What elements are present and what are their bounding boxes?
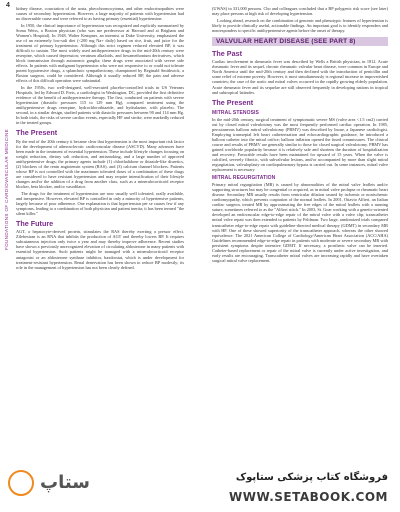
chapter-banner: VALVULAR HEART DISEASE (SEE PART 8) <box>212 37 388 46</box>
left-column <box>16 6 184 271</box>
book-logo-icon <box>8 470 34 496</box>
section-heading-past: The Past <box>212 48 242 58</box>
section-heading-present: The Present <box>212 97 254 107</box>
body-paragraph: Looking ahead, research on the combination of genomic and phenotypic features of hypertension is likely to provide clinically useful, actionable findings. An important goal is to identify responders and nonresponders to specific antihypertensive agents before the onset of therapy. <box>212 17 388 33</box>
subheading-mitral-stenosis: MITRAL STENOSIS <box>212 109 259 116</box>
section-heading-present: The Present <box>16 128 58 138</box>
body-paragraph: (UWAS) in 331,000 persons. Cho and colleagues concluded that a BP polygenic risk score (see later) may place persons at high risk of developing hypertension. <box>212 6 388 17</box>
watermark-site-url[interactable]: WWW.SETABOOK.COM <box>228 490 388 504</box>
body-paragraph: Cardiac involvement in rheumatic fever was described by Wells a British physician, in 1812. Acute rheumatic fever and its sequel, chronic rheumatic valvular heart disease, were common in Europe and North America until the mid-20th century and then declined with the introduction of penicillin and some relief of extreme poverty. However, it most simultaneously is regional increase in impoverished countries; the case of the aortic and mitral valves occurred in the rapidly growing elderly population. Acute rheumatic fever and its sequelae are still observed frequently in developing nations in tropical and subtropical latitudes. <box>212 59 388 95</box>
section-heading-future: The Future <box>16 218 54 228</box>
watermark-site-name: فروشگاه کتاب پزشکی ستاپوک <box>235 472 388 483</box>
body-paragraph: By the end of the 20th century it became clear that hypertension is the most important risk factor for the development of atherosclerotic cardiovascular disease (ASCVD). Many advances have been made in the treatment of essential hypertension. These include lifestyle changes focusing on weight reduction, dietary salt reduction, and antismoking, and a large number of approved antihypertensive drugs; the primary agents include (1) chlorthalidone or thiazide-like diuretics, (2) blockers of the renin angiotensin system (RAS), and (3) calcium channel blockers. Patients whose BP is not controlled with the maximum tolerated doses of a combination of these drugs are considered to have resistant hypertension and may require intensification of their lifestyle changes and/or the addition of a drug from another class, such as a mineralocorticoid receptor blocker, beta blocker, and/or vasodilator. <box>16 138 184 189</box>
body-paragraph: kidney disease, coarctation of the aorta, pheochromocytoma, and other endocrinopathies were causes of secondary hypertension. However, a large majority of patients with hypertension had no discernable cause and were referred to as having primary (essential) hypertension. <box>16 6 184 22</box>
body-paragraph: In 1950, the clinical importance of hypertension was recognized and explicitly summarized by Soma Weiss, a Boston physician (who was me predecessor at Harvard and at Brigham and Women's Hospital). In 1948, Walter Kempner, an internist at Duke University, emphasized the use of an extremely low-salt diet (<200 mg Na+ daily) based on rice, fruit, and juice for the treatment of primary hypertension. Although this strict regimen reduced elevated BP, it was difficult to sustain. The most widely used antihypertensive drugs in the mid-20th century were reserpine, which caused depression; veratrum alkaloids, and hexamethonium derivatives, which block transmission through autonomic ganglia; these drugs were associated with severe side effects. In patients with malignant hypertension who were not responsive to or could not tolerate potent hypotensive drugs, a splanchnic sympathectomy, championed by Reginald Smithwick, a Boston surgeon, could be considered. Although it usually reduced BP, the pain and adverse effects of this difficult operation were substantial. <box>16 22 184 84</box>
right-column <box>212 6 388 264</box>
body-paragraph: The drugs for the treatment of hypertension are now usually well tolerated, orally available, and inexpensive. However, elevated BP is controlled in only a minority of hypertensive patients, largely because of poor adherence. One explanation is that hypertension per se causes few if any symptoms, leading to a combination of both physician and patient inertia; it has been termed "the silent killer." <box>16 190 184 216</box>
body-paragraph: In the 1950s, two well-designed, well-executed placebo-controlled trials in US Veterans Hospitals, led by Edward D. Freis, a cardiologist in Washington, DC, provided the first definitive evidence of the benefit of antihypertensive therapy. The first, conducted on patients with severe hypertension (diastolic pressures 115 to 129 mm Hg), compared treatment using the antihypertensive drugs reserpine, hydrochlorothiazide, and hydralazine, with placebo. The second, in a similar design, studied patients with diastolic pressures between 90 and 114 mm Hg. In both trials, the risks of severe cardiac events, especially HF and stroke, were markedly reduced in the treated groups. <box>16 84 184 126</box>
page-number: 4 <box>6 2 10 9</box>
watermark-logo-text: ستاپ <box>40 472 90 493</box>
body-paragraph: AGT, a hepatocyte-derived protein, stimulates the RAS thereby exerting a pressor effect. Zilebesiran is an RNA that inhibits the production of AGT and thereby lowers BP. It requires subcutaneous injection only twice a year and may thereby improve adherence. Recent studies have shown a previously unrecognized elevation of circulating aldosterone in many patients with essential hypertension. Such patients might be managed with a mineralocorticoid receptor antagonist or an aldosterone synthase inhibitor, baxdrostat, which is under development for treatment-resistant hypertension. Renal denervation has been shown to reduce BP modestly; its role in the management of hypertension has not been clearly defined. <box>16 229 184 270</box>
subheading-mitral-regurgitation: MITRAL REGURGITATION <box>212 175 276 182</box>
running-side-label: FOUNDATIONS OF CARDIOVASCULAR MEDICINE <box>4 128 9 250</box>
body-paragraph: Primary mitral regurgitation (MR) is caused by abnormalities of the mitral valve leaflets and/or supporting structures but may be congenital or acquired, as in mitral valve prolapse or rheumatic heart disease. Secondary MR usually results from ventricular dilation caused by ischemic or nonischemic cardiomyopathy, which prevents coaptation of the normal leaflets. In 2001, Ottavio Alfieri, an Italian cardiac surgeon, treated MR by approximating the free edges of the mitral leaflets with a running suture, sometimes referred to as the "Alfieri stitch." In 2003, St. Goar working with a genetic-oriented developed an endovascular edge-to-edge repair of the mitral valve with a valve clip; transcatheter mitral valve repair was then extended to patients by Feldman. Two large, randomized trials compared transcatheter edge-to-edge repair with guideline-directed medical therapy (GDMT) in secondary MR with HF. One of these showed superiority of the transcatheter approach, whereas the other showed equivalence. The 2021 American College of Cardiology/American Heart Association (ACC/AHA) Guidelines recommended edge-to-edge repair in patients with moderate or severe secondary MR with persistent symptoms despite intensive GDMT. If necessary, a prosthetic valve can be inserted. Catheter-based replacement or repair of the mitral valve is currently under active investigation, and early results are encouraging. Transcatheter mitral valves are increasing rapidly and have overtaken surgical mitral valve replacement. <box>212 182 388 263</box>
body-paragraph: In the mid-20th century, surgical treatment of symptomatic severe MS (valve area <1.5 cm2) carried out by closed mitral valvulotomy was the most frequently performed cardiac operation. In 1985, percutaneous balloon mitral valvulotomy (PBMV) was described by Inoue, a Japanese cardiologist. Employing transseptal left heart catheterization and echocardiographic guidance, he introduced a balloon catheter into the mitral orifice; balloon inflation opened the fused commissures. The clinical course and results of PBMV are generally similar to those for closed surgical valvulotomy. PBMV has gained worldwide popularity because it is relatively safe and shortens the duration of hospitalization and recovery. Favorable results have been maintained for upward of 15 years. When the valve is calcified, severely fibrotic, with subvalvular lesions, and/or accompanied by more than slight mitral regurgitation, valvuloplasty on cardiopulmonary bypass is carried out. In some instances, mitral valve replacement is necessary. <box>212 116 388 173</box>
